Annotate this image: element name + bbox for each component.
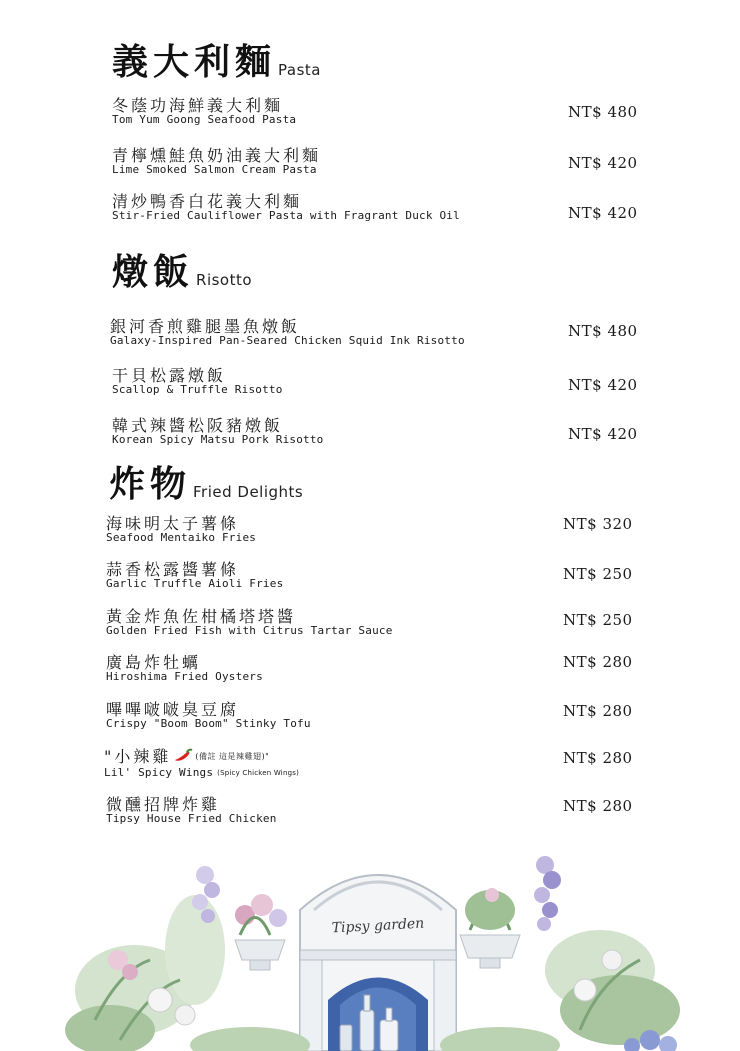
item-price: NT$ 320 bbox=[563, 515, 633, 533]
item-name-en: Garlic Truffle Aioli Fries bbox=[106, 577, 284, 590]
menu-item bbox=[112, 367, 283, 396]
section-title-zh: 燉飯 bbox=[112, 251, 195, 293]
item-name-zh: 黃金炸魚佐柑橘塔塔醬 bbox=[106, 607, 297, 626]
item-name-zh: 清炒鴨香白花義大利麵 bbox=[112, 192, 303, 211]
item-price: NT$ 480 bbox=[568, 322, 638, 340]
item-name-zh: 冬蔭功海鮮義大利麵 bbox=[112, 96, 284, 115]
item-name-zh: 韓式辣醬松阪豬燉飯 bbox=[112, 416, 284, 435]
chili-pepper-icon bbox=[172, 748, 194, 767]
item-price: NT$ 250 bbox=[563, 565, 633, 583]
item-price: NT$ 420 bbox=[568, 154, 638, 172]
item-name-en: Korean Spicy Matsu Pork Risotto bbox=[112, 433, 324, 446]
garden-illustration bbox=[0, 840, 740, 1051]
item-price: NT$ 250 bbox=[563, 611, 633, 629]
menu-item bbox=[106, 608, 393, 637]
item-price: NT$ 280 bbox=[563, 653, 633, 671]
menu-item bbox=[106, 796, 277, 825]
item-name-zh: 干貝松露燉飯 bbox=[112, 366, 227, 385]
item-note-en: (Spicy Chicken Wings) bbox=[217, 769, 300, 777]
section-title-fried-delights bbox=[109, 463, 304, 505]
item-price: NT$ 280 bbox=[563, 749, 633, 767]
item-price: NT$ 420 bbox=[568, 376, 638, 394]
menu-item bbox=[106, 561, 283, 590]
item-price: NT$ 280 bbox=[563, 702, 633, 720]
section-title-zh: 炸物 bbox=[109, 463, 192, 505]
section-title-en: Fried Delights bbox=[193, 483, 304, 501]
item-name-zh: 銀河香煎雞腿墨魚燉飯 bbox=[110, 317, 301, 336]
menu-item bbox=[106, 654, 263, 683]
menu-item bbox=[106, 701, 311, 730]
menu-item bbox=[112, 193, 460, 222]
item-name-en: Hiroshima Fried Oysters bbox=[106, 670, 263, 683]
menu-item bbox=[112, 97, 296, 126]
item-name-en: Golden Fried Fish with Citrus Tartar Sauce bbox=[106, 624, 393, 637]
item-price: NT$ 280 bbox=[563, 797, 633, 815]
item-name-zh: "小辣雞 bbox=[104, 747, 172, 766]
item-name-en: Seafood Mentaiko Fries bbox=[106, 531, 257, 544]
section-title-en: Risotto bbox=[196, 271, 253, 289]
menu-item bbox=[110, 318, 465, 347]
item-note-zh: (備註 這是辣雞翅)" bbox=[195, 752, 270, 761]
item-name-zh: 海味明太子薯條 bbox=[106, 514, 240, 533]
item-price: NT$ 480 bbox=[568, 103, 638, 121]
item-name-zh: 廣島炸牡蠣 bbox=[106, 653, 202, 672]
item-name-en: Tipsy House Fried Chicken bbox=[106, 812, 277, 825]
menu-item bbox=[104, 748, 299, 779]
section-title-en: Pasta bbox=[278, 61, 321, 79]
item-name-zh: 嗶嗶啵啵臭豆腐 bbox=[106, 700, 240, 719]
item-name-en: Stir-Fried Cauliflower Pasta with Fragrant Duck Oil bbox=[112, 209, 460, 222]
item-price: NT$ 420 bbox=[568, 204, 638, 222]
item-name-zh: 微醺招牌炸雞 bbox=[106, 795, 221, 814]
item-name-en: Scallop & Truffle Risotto bbox=[112, 383, 283, 396]
menu-item bbox=[112, 147, 321, 176]
item-price: NT$ 420 bbox=[568, 425, 638, 443]
item-name-en: Crispy "Boom Boom" Stinky Tofu bbox=[106, 717, 311, 730]
section-title-pasta bbox=[112, 41, 321, 83]
section-title-risotto bbox=[112, 251, 253, 293]
item-name-zh: 青檸燻鮭魚奶油義大利麵 bbox=[112, 146, 322, 165]
item-name-en: Lime Smoked Salmon Cream Pasta bbox=[112, 163, 317, 176]
item-name-en: Galaxy-Inspired Pan-Seared Chicken Squid Ink Risotto bbox=[110, 334, 465, 347]
item-name-zh: 蒜香松露醬薯條 bbox=[106, 560, 240, 579]
item-name-en: Tom Yum Goong Seafood Pasta bbox=[112, 113, 297, 126]
item-name-en: Lil' Spicy Wings bbox=[104, 766, 214, 779]
menu-item bbox=[112, 417, 324, 446]
section-title-zh: 義大利麵 bbox=[112, 41, 277, 83]
tipsy-garden-sign: Tipsy garden bbox=[331, 915, 425, 937]
menu-item bbox=[106, 515, 256, 544]
